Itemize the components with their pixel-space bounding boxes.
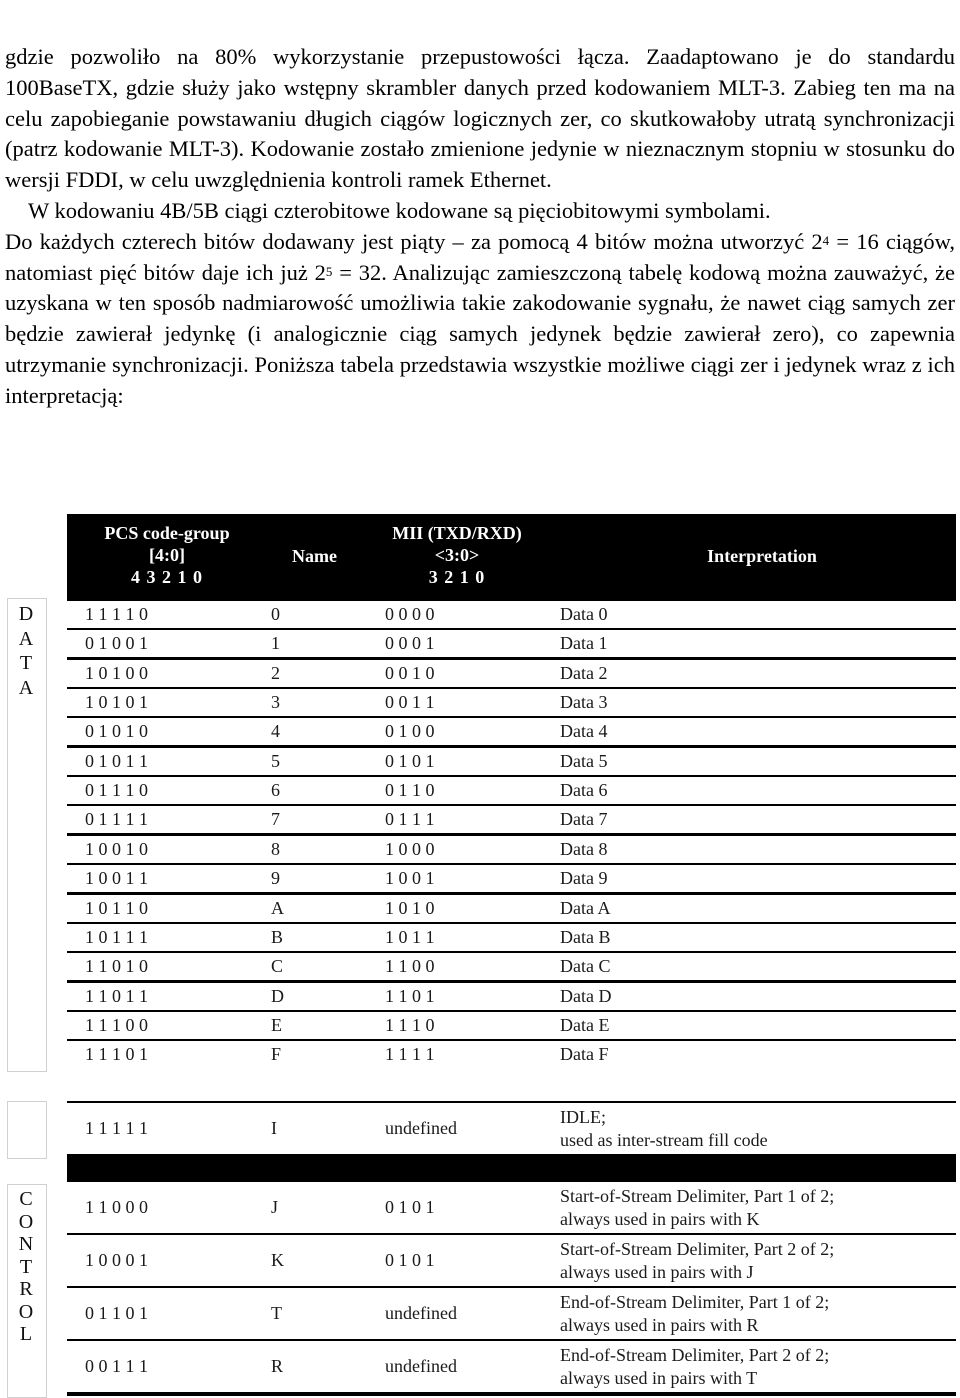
data-row [67,689,956,716]
pcs-code-cell: 1 1 1 0 0 [85,1014,148,1035]
mii-code-cell: undefined [385,1303,457,1323]
interpretation-cell [560,1235,950,1286]
paragraph-2: W kodowaniu 4B/5B ciągi czterobitowe kodowane są pięciobitowymi symbolami. [28,197,771,223]
interpretation-cell [560,1103,950,1154]
header-mii [367,522,547,588]
paragraph-3-text-a: Do każdych czterech bitów dodawany jest piąty – za pomocą 4 bitów można utworzyć 2 [5,228,823,254]
control-label-letter: O [18,1210,34,1233]
data-row [67,983,956,1010]
mii-code-cell: 0 1 0 0 [385,721,435,742]
name-cell: 9 [271,868,280,889]
data-row [67,836,956,863]
control-side-label-box [7,1101,47,1159]
mii-code-cell: 0 0 1 0 [385,662,435,683]
control-row [67,1103,956,1154]
interpretation-cell: Data 0 [560,604,608,624]
interpretation-line: End-of-Stream Delimiter, Part 2 of 2; [560,1344,830,1365]
pcs-code-cell: 0 1 0 1 1 [85,750,148,771]
mii-code-cell: 0 1 1 0 [385,780,435,801]
data-row [67,718,956,745]
interpretation-cell: Data 9 [560,868,608,889]
interpretation-cell: Data 2 [560,662,608,683]
data-row [67,601,956,628]
mii-code-cell: 1 0 1 1 [385,926,435,947]
pcs-code-cell: 1 0 0 0 1 [85,1250,148,1270]
pcs-code-cell: 1 0 1 1 0 [85,897,148,918]
header-mii-title: MII (TXD/RXD) [392,523,522,543]
interpretation-cell: Data 4 [560,721,608,742]
pcs-code-cell: 1 0 1 1 1 [85,926,148,947]
mii-code-cell: undefined [385,1118,457,1138]
header-pcs-bits: 4 3 2 1 0 [131,567,203,587]
interpretation-cell: Data 5 [560,750,608,771]
interpretation-cell [560,1341,950,1392]
exponent-4: 4 [822,232,830,248]
pcs-code-cell: 0 1 1 1 1 [85,809,148,830]
mii-code-cell: 0 1 0 1 [385,1250,435,1270]
header-interpretation: Interpretation [707,546,817,566]
header-pcs-title: PCS code-group [104,523,230,543]
pcs-code-cell: 1 1 1 0 1 [85,1044,148,1065]
mii-code-cell: 1 0 0 0 [385,838,435,859]
pcs-code-cell: 1 0 0 1 0 [85,838,148,859]
name-cell: 7 [271,809,280,830]
interpretation-cell: Data E [560,1014,610,1035]
name-cell: 8 [271,838,280,859]
name-cell: J [271,1197,279,1217]
mii-code-cell: 0 0 0 1 [385,633,435,654]
data-label-letter: A [18,627,34,650]
interpretation-line: always used in pairs with T [560,1367,758,1388]
paragraph-1: gdzie pozwoliło na 80% wykorzystanie przepustowości łącza. Zaadaptowano je do standardu 100BaseTX, gdzie służy jako wstępny skrambler danych przed kodowaniem MLT-3. Zabieg ten ma na celu zapobieganie powstawaniu długich ciągów logicznych zer, co skutkowałoby utratą synchronizacji (patrz kodowanie MLT-3). Kodowanie zostało zmienione jedynie w nieznacznym stopniu w stosunku do wersji FDDI, w celu uwzględnienia kontroli ramek Ethernet. [5,44,955,193]
data-row [67,924,956,951]
pcs-code-cell: 1 0 0 1 1 [85,868,148,889]
data-label-letter: A [18,676,34,699]
interpretation-line: always used in pairs with J [560,1261,754,1282]
mii-code-cell: 1 0 1 0 [385,897,435,918]
mii-code-cell: undefined [385,1356,457,1376]
control-row [67,1235,956,1286]
name-cell: 3 [271,692,280,713]
pcs-code-cell: 0 1 0 1 0 [85,721,148,742]
interpretation-cell: Data 7 [560,809,608,830]
pcs-code-cell: 0 1 0 0 1 [85,633,148,654]
name-cell: 6 [271,780,280,801]
interpretation-line: Start-of-Stream Delimiter, Part 1 of 2; [560,1185,835,1206]
pcs-code-cell: 1 1 0 1 1 [85,985,148,1006]
name-cell: C [271,956,284,977]
interpretation-cell: Data 3 [560,692,608,713]
interpretation-line: IDLE; [560,1106,606,1127]
name-cell: 5 [271,750,280,771]
control-label-letter: O [18,1300,34,1323]
interpretation-line: Start-of-Stream Delimiter, Part 2 of 2; [560,1238,835,1259]
name-cell: 0 [271,604,280,624]
interpretation-cell: Data D [560,985,612,1006]
mii-code-cell: 0 0 0 0 [385,604,435,624]
mii-code-cell: 0 1 0 1 [385,750,435,771]
pcs-code-cell: 0 1 1 1 0 [85,780,148,801]
pcs-code-cell: 1 0 1 0 1 [85,692,148,713]
interpretation-cell: Data 1 [560,633,608,654]
name-cell: 1 [271,633,280,654]
name-cell: 4 [271,721,280,742]
pcs-code-cell: 1 1 1 1 0 [85,604,148,624]
name-cell: I [271,1118,277,1138]
mii-code-cell: 0 0 1 1 [385,692,435,713]
pcs-code-cell: 1 0 1 0 0 [85,662,148,683]
mii-code-cell: 1 1 0 0 [385,956,435,977]
data-row [67,1041,956,1068]
data-row [67,660,956,687]
mii-code-cell: 0 1 1 1 [385,809,435,830]
interpretation-cell: Data 6 [560,780,608,801]
interpretation-cell: Data 8 [560,838,608,859]
exponent-5: 5 [325,263,333,279]
control-label-letter: R [19,1278,33,1300]
name-cell: T [271,1303,282,1323]
name-cell: E [271,1014,282,1035]
interpretation-cell: Data F [560,1044,609,1065]
mii-code-cell: 1 0 0 1 [385,868,435,889]
mii-code-cell: 1 1 1 0 [385,1014,435,1035]
interpretation-cell: Data C [560,956,611,977]
pcs-code-cell: 0 1 1 0 1 [85,1303,148,1323]
name-cell: A [271,897,284,918]
control-row [67,1341,956,1392]
data-label-letter: T [19,652,33,674]
data-label-letter: D [18,603,34,625]
header-pcs-range: [4:0] [149,545,185,565]
name-cell: R [271,1356,284,1376]
pcs-code-cell: 0 0 1 1 1 [85,1356,148,1376]
mii-code-cell: 1 1 1 1 [385,1044,435,1065]
name-cell: B [271,926,284,947]
interpretation-line: used as inter-stream fill code [560,1129,768,1150]
header-mii-range: <3:0> [434,545,480,565]
control-label-letter: T [19,1255,33,1278]
header-mii-bits: 3 2 1 0 [428,567,486,587]
data-row [67,806,956,833]
interpretation-line: End-of-Stream Delimiter, Part 1 of 2; [560,1291,830,1312]
data-row [67,953,956,980]
mii-code-cell: 0 1 0 1 [385,1197,435,1217]
control-row [67,1288,956,1339]
control-label-letter: C [19,1188,33,1210]
interpretation-cell: Data A [560,897,611,918]
name-cell: K [271,1250,284,1270]
pcs-code-cell: 1 1 0 1 0 [85,956,148,977]
control-row [67,1182,956,1233]
interpretation-line: always used in pairs with K [560,1208,760,1229]
data-row [67,748,956,775]
data-row [67,1012,956,1039]
data-row [67,865,956,892]
name-cell: D [271,985,284,1006]
interpretation-cell [560,1182,950,1233]
paragraph-3-text-c: = 32. Analizując zamieszczoną tabelę kodową można zauważyć, że uzyskana w ten sposób nadmiarowość umożliwia takie zakodowanie sygnału, że nawet ciąg samych zer będzie zawierał jedynkę (i analogicznie ciąg samych jedynek będzie zawierał zero), co zapewnia utrzymanie synchronizacji. Poniższa tabela przedstawia wszystkie możliwe ciągi zer i jedynek wraz z ich interpretacją: [5,259,955,408]
pcs-code-cell: 1 1 0 0 0 [85,1197,148,1217]
pcs-code-cell: 1 1 1 1 1 [85,1118,148,1138]
name-cell: 2 [271,662,280,683]
control-label-letter: L [19,1323,33,1345]
interpretation-cell [560,1288,950,1339]
data-row [67,895,956,922]
paragraph-3-text-b: = 16 ciągów, natomiast pięć bitów daje ich już 2 [5,228,956,285]
header-name: Name [292,546,337,566]
control-label-letter: N [18,1233,34,1255]
body-text [5,42,955,412]
data-row [67,777,956,804]
data-row [67,630,956,657]
mii-code-cell: 1 1 0 1 [385,985,435,1006]
header-pcs [77,522,257,588]
paragraph-3 [5,227,955,412]
interpretation-cell: Data B [560,926,611,947]
name-cell: F [271,1044,282,1065]
interpretation-line: always used in pairs with R [560,1314,759,1335]
